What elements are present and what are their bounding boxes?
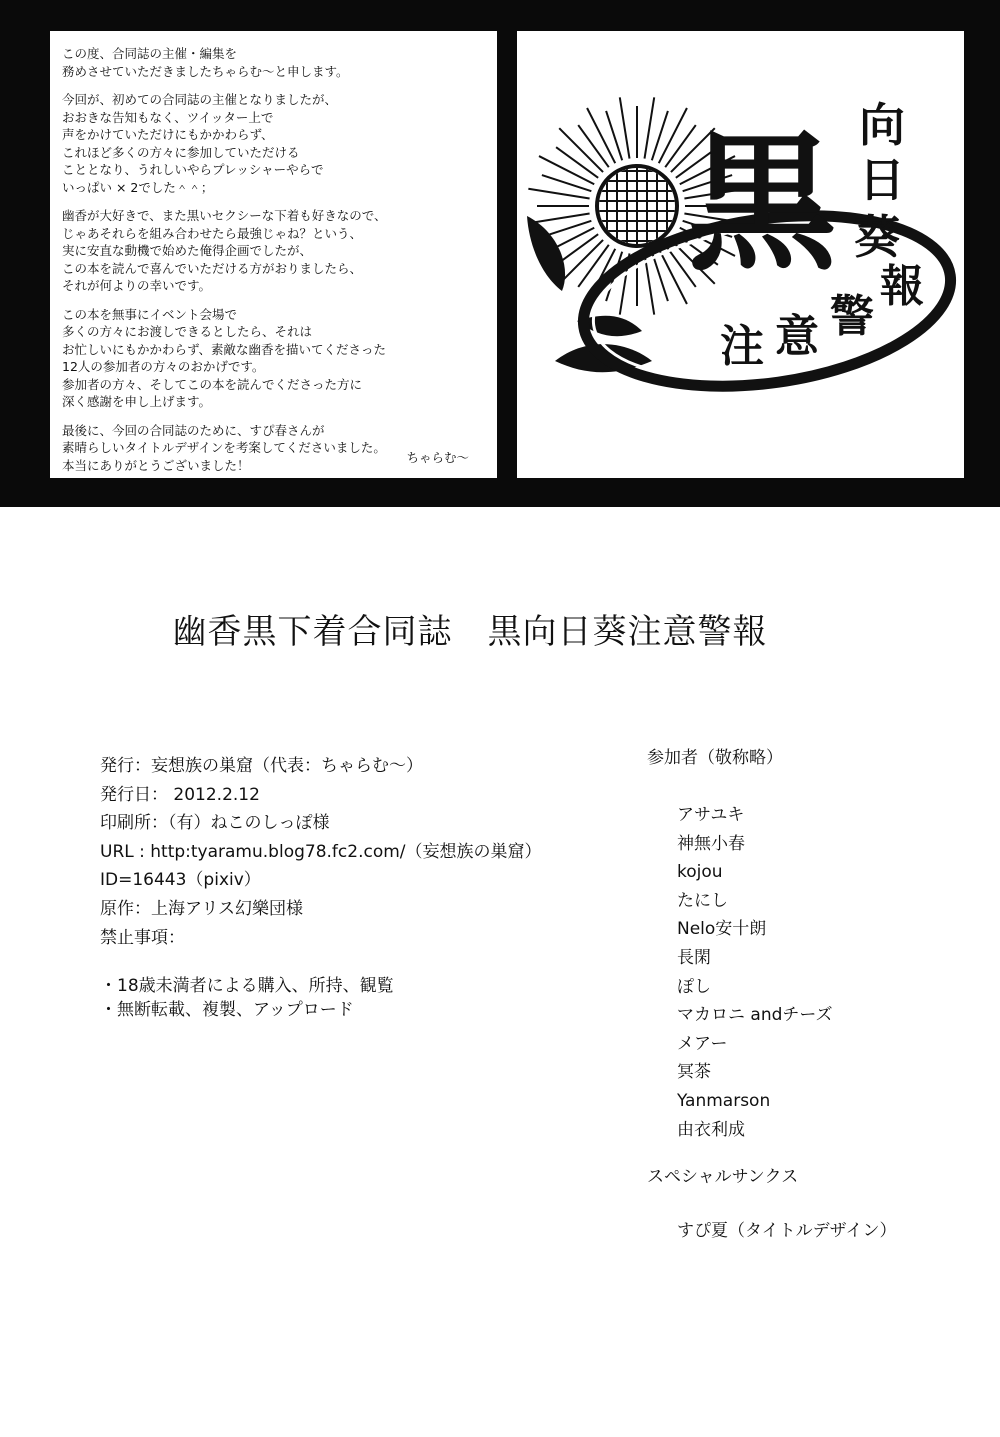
- afterword-paragraph-5: 最後に、今回の合同誌のために、すぴ春さんが 素晴らしいタイトルデザインを考案してくださいました。 本当にありがとうございました！: [62, 422, 386, 473]
- participant-name: Yanmarson: [677, 1090, 771, 1111]
- book-title: 幽香黒下着合同誌 黒向日葵注意警報: [172, 612, 768, 652]
- sunflower-petal-line: [645, 97, 655, 158]
- sunflower-petal-line: [620, 97, 630, 158]
- afterword-paragraph-3: 幽香が大好きで、また黒いセクシーな下着も好きなので、 じゃあそれらを組み合わせたら最強じゃね？という、 実に安直な動機で始めた俺得企画でしたが、 この本を読んで喜んでいただける方がおりましたら、 それが何よりの幸いです。: [62, 208, 387, 293]
- participants-list: [677, 801, 987, 1144]
- participant-name: 神無小春: [677, 833, 745, 854]
- participant-name: たにし: [677, 890, 728, 911]
- colophon: [100, 752, 640, 1022]
- colophon-date: 発行日： 2012.2.12: [100, 784, 260, 805]
- participant-name: メアー: [677, 1033, 728, 1054]
- sunflower-petal-line: [556, 147, 598, 178]
- special-thanks-heading: スペシャルサンクス: [647, 1167, 799, 1188]
- title-logo: [517, 31, 964, 478]
- logo-vertical-char-3: 葵: [854, 210, 900, 264]
- sunflower-petal-line: [528, 214, 589, 224]
- afterword-paragraph-2: 今回が、初めての合同誌の主催となりましたが、 おおきな告知もなく、ツイッター上で 声をかけていただけにもかかわらず、 これほど多くの方々に参加していただける こととなり、うれしいやらプレッシャーやらで いっぱい × 2でした＾＾；: [62, 92, 338, 195]
- sunflower-petal-line: [652, 252, 668, 301]
- participant-name: 長閑: [677, 947, 711, 968]
- logo-vertical-char-2: 日: [859, 153, 905, 207]
- colophon-publisher: 発行：妄想族の巣窟（代表：ちゃらむ～）: [100, 756, 423, 776]
- sunflower-petal-line: [542, 175, 591, 191]
- prohibited-item: ・無断転載、複製、アップロード: [100, 1000, 354, 1021]
- sunflower-petal-line: [528, 189, 589, 199]
- logo-bottom-char-4: 報: [880, 261, 924, 312]
- special-thanks-item: すぴ夏（タイトルデザイン）: [677, 1221, 897, 1242]
- prohibited-list: [100, 974, 640, 1022]
- prohibited-item: ・18歳未満者による購入、所持、観覧: [100, 976, 394, 997]
- logo-bottom-char-3: 警: [830, 291, 874, 342]
- participant-name: ぽし: [677, 976, 711, 997]
- colophon-pixiv-id: ID=16443（pixiv）: [100, 870, 261, 891]
- participant-name: kojou: [677, 862, 723, 883]
- logo-vertical-char-1: 向: [859, 98, 905, 152]
- afterword-paragraph-1: この度、合同誌の主催・編集を 務めさせていただきましたちゃらむ～と申します。: [62, 46, 349, 79]
- participant-name: マカロニ andチーズ: [677, 1005, 833, 1026]
- sunflower-petal-line: [606, 111, 622, 160]
- colophon-printer: 印刷所：（有）ねこのしっぽ様: [100, 813, 330, 834]
- logo-big-char: 黒: [686, 116, 838, 292]
- participants-section: [647, 745, 987, 1244]
- participants-heading: 参加者（敬称略）: [647, 748, 783, 768]
- sunflower-petal-line: [652, 111, 668, 160]
- colophon-url: URL : http:tyaramu.blog78.fc2.com/（妄想族の巣窟）: [100, 841, 542, 862]
- participant-name: 由衣利成: [677, 1119, 745, 1140]
- participant-name: 冥茶: [677, 1062, 711, 1083]
- logo-bottom-char-1: 注: [720, 321, 764, 372]
- afterword-paragraph-4: この本を無事にイベント会場で 多くの方々にお渡しできるとしたら、それは お忙しいにもかかわらず、素敵な幽香を描いてくださった 12人の参加者の方々のおかげです。 参加者の方々、そしてこの本を読んでくださった方に 深く感謝を申し上げます。: [62, 306, 387, 409]
- afterword-signature: ちゃらむ～: [406, 449, 469, 465]
- colophon-prohibited-label: 禁止事項：: [100, 927, 185, 948]
- participant-name: アサユキ: [677, 805, 745, 825]
- sunflower-petal-line: [578, 125, 609, 167]
- afterword-box: [50, 31, 497, 478]
- colophon-original-work: 原作：上海アリス幻樂団様: [100, 898, 303, 919]
- logo-bottom-char-2: 意: [775, 311, 819, 362]
- participant-name: Nelo安十朗: [677, 919, 767, 940]
- sunflower-logo-illustration: [517, 31, 964, 478]
